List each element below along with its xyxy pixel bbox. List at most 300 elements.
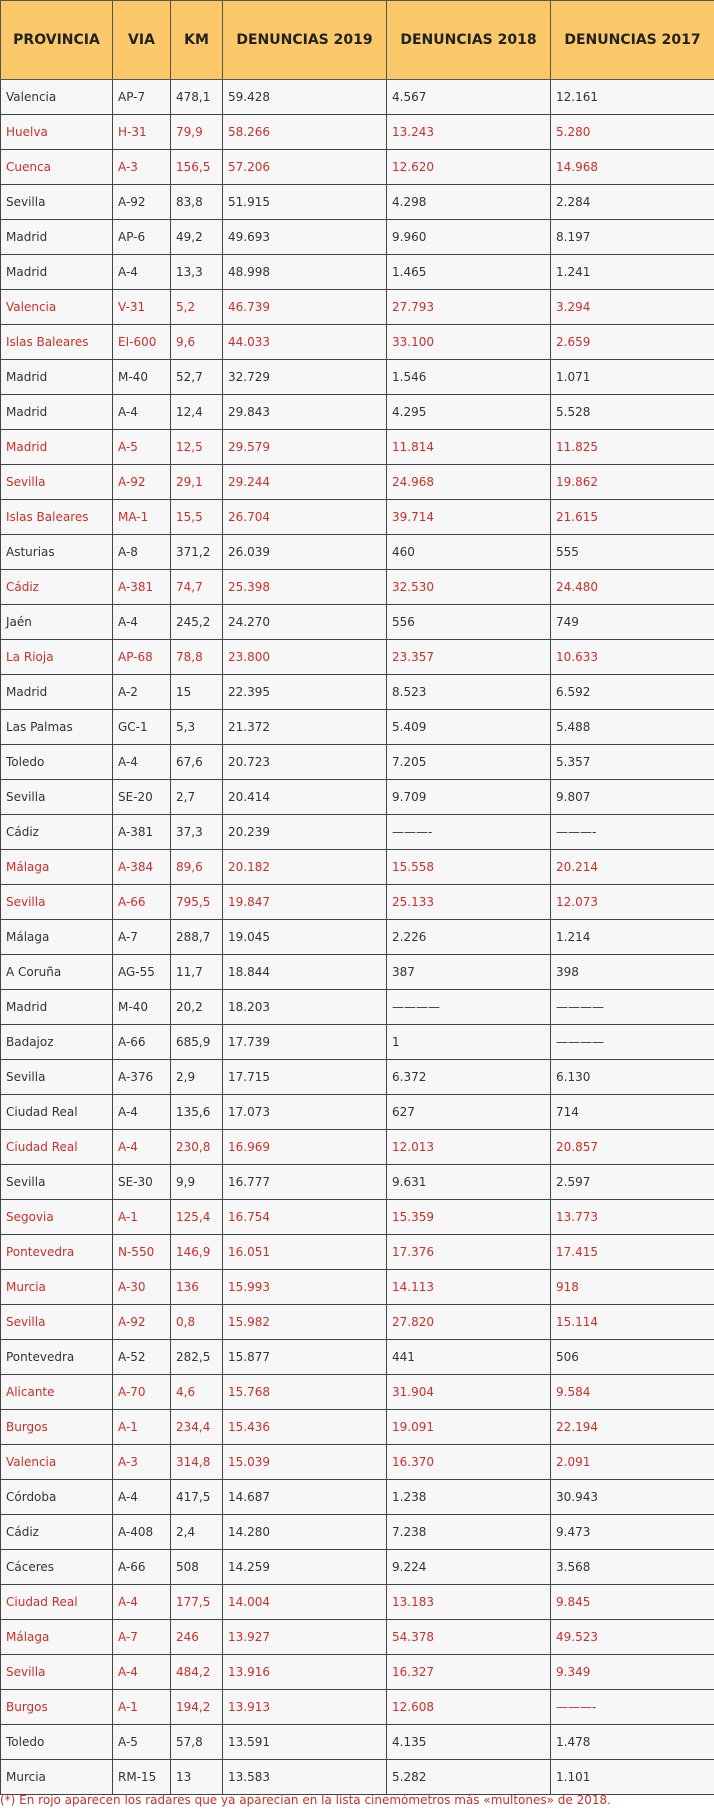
cell-provincia: Cuenca [1,150,113,185]
cell-km: 5,3 [171,710,223,745]
cell-provincia: Málaga [1,850,113,885]
cell-km: 13 [171,1760,223,1795]
cell-denuncias-2017: 9.349 [551,1655,714,1690]
cell-denuncias-2019: 20.239 [223,815,387,850]
cell-km: 9,6 [171,325,223,360]
cell-denuncias-2017: 3.294 [551,290,714,325]
cell-via: A-5 [113,430,171,465]
cell-denuncias-2017: 11.825 [551,430,714,465]
cell-via: AP-6 [113,220,171,255]
cell-km: 13,3 [171,255,223,290]
cell-denuncias-2018: 15.558 [387,850,551,885]
cell-denuncias-2017: 10.633 [551,640,714,675]
cell-via: A-1 [113,1690,171,1725]
cell-denuncias-2018: 14.113 [387,1270,551,1305]
cell-denuncias-2017: 9.473 [551,1515,714,1550]
cell-km: 795,5 [171,885,223,920]
cell-via: A-4 [113,1585,171,1620]
cell-provincia: Alicante [1,1375,113,1410]
cell-denuncias-2017: 6.592 [551,675,714,710]
cell-denuncias-2018: 16.327 [387,1655,551,1690]
cell-denuncias-2019: 57.206 [223,150,387,185]
cell-denuncias-2017: 30.943 [551,1480,714,1515]
cell-via: A-30 [113,1270,171,1305]
cell-denuncias-2017: 9.807 [551,780,714,815]
cell-denuncias-2018: 4.567 [387,80,551,115]
cell-denuncias-2019: 19.045 [223,920,387,955]
cell-via: MA-1 [113,500,171,535]
cell-provincia: Toledo [1,1725,113,1760]
table-row [1,1480,714,1515]
cell-provincia: Sevilla [1,885,113,920]
cell-denuncias-2018: 27.820 [387,1305,551,1340]
cell-via: SE-20 [113,780,171,815]
cell-via: AP-68 [113,640,171,675]
cell-km: 246 [171,1620,223,1655]
cell-via: A-70 [113,1375,171,1410]
cell-denuncias-2019: 16.051 [223,1235,387,1270]
cell-denuncias-2019: 24.270 [223,605,387,640]
cell-via: A-8 [113,535,171,570]
cell-km: 12,4 [171,395,223,430]
header-provincia: PROVINCIA [1,1,113,80]
table-row [1,1165,714,1200]
cell-denuncias-2018: 54.378 [387,1620,551,1655]
cell-denuncias-2018: 32.530 [387,570,551,605]
cell-denuncias-2017: 9.584 [551,1375,714,1410]
cell-denuncias-2019: 51.915 [223,185,387,220]
table-row [1,500,714,535]
table-header-row [1,1,714,80]
cell-via: AP-7 [113,80,171,115]
cell-via: M-40 [113,360,171,395]
table-row [1,1235,714,1270]
table-row [1,570,714,605]
cell-denuncias-2019: 49.693 [223,220,387,255]
table-row [1,1340,714,1375]
footnote: (*) En rojo aparecen los radares que ya aparecían en la lista cinemómetros más «multones» de 2018. [0,1793,611,1807]
cell-denuncias-2019: 16.754 [223,1200,387,1235]
header-denuncias-2017: DENUNCIAS 2017 [551,1,714,80]
cell-km: 146,9 [171,1235,223,1270]
table-row [1,325,714,360]
cell-denuncias-2019: 14.004 [223,1585,387,1620]
cell-provincia: Sevilla [1,1655,113,1690]
table-row [1,395,714,430]
table-row [1,1690,714,1725]
table-row [1,1620,714,1655]
cell-provincia: Segovia [1,1200,113,1235]
cell-via: GC-1 [113,710,171,745]
cell-denuncias-2018: 9.960 [387,220,551,255]
cell-denuncias-2018: 11.814 [387,430,551,465]
cell-provincia: Sevilla [1,1060,113,1095]
cell-via: A-5 [113,1725,171,1760]
table-row [1,1410,714,1445]
cell-km: 83,8 [171,185,223,220]
cell-denuncias-2019: 14.259 [223,1550,387,1585]
cell-denuncias-2018: 39.714 [387,500,551,535]
cell-km: 67,6 [171,745,223,780]
cell-via: V-31 [113,290,171,325]
cell-denuncias-2018: 387 [387,955,551,990]
cell-provincia: Asturias [1,535,113,570]
cell-denuncias-2017: 555 [551,535,714,570]
table-row [1,745,714,780]
cell-via: A-1 [113,1410,171,1445]
cell-provincia: Sevilla [1,465,113,500]
cell-provincia: Ciudad Real [1,1095,113,1130]
table-row [1,920,714,955]
cell-denuncias-2017: 22.194 [551,1410,714,1445]
cell-via: A-3 [113,150,171,185]
cell-denuncias-2018: 627 [387,1095,551,1130]
cell-denuncias-2017: 17.415 [551,1235,714,1270]
cell-via: H-31 [113,115,171,150]
table-row [1,255,714,290]
cell-via: A-1 [113,1200,171,1235]
cell-via: A-4 [113,255,171,290]
cell-denuncias-2018: 1.238 [387,1480,551,1515]
table-row [1,850,714,885]
header-via: VIA [113,1,171,80]
cell-denuncias-2019: 29.244 [223,465,387,500]
table-row [1,80,714,115]
table-row [1,1515,714,1550]
cell-via: A-384 [113,850,171,885]
cell-denuncias-2017: 5.488 [551,710,714,745]
cell-denuncias-2017: 2.284 [551,185,714,220]
cell-via: A-3 [113,1445,171,1480]
cell-denuncias-2017: 1.478 [551,1725,714,1760]
cell-provincia: A Coruña [1,955,113,990]
cell-provincia: Sevilla [1,1165,113,1200]
cell-via: A-4 [113,395,171,430]
cell-provincia: Madrid [1,990,113,1025]
cell-denuncias-2018: 556 [387,605,551,640]
cell-denuncias-2017: 9.845 [551,1585,714,1620]
table-row [1,430,714,465]
cell-denuncias-2019: 21.372 [223,710,387,745]
cell-denuncias-2017: 2.597 [551,1165,714,1200]
cell-km: 136 [171,1270,223,1305]
cell-denuncias-2019: 26.704 [223,500,387,535]
cell-via: A-4 [113,1130,171,1165]
cell-provincia: Sevilla [1,780,113,815]
cell-denuncias-2018: 27.793 [387,290,551,325]
cell-km: 37,3 [171,815,223,850]
cell-denuncias-2019: 23.800 [223,640,387,675]
cell-denuncias-2018: 13.183 [387,1585,551,1620]
cell-km: 49,2 [171,220,223,255]
cell-km: 57,8 [171,1725,223,1760]
cell-km: 417,5 [171,1480,223,1515]
table-row [1,710,714,745]
cell-provincia: Valencia [1,290,113,325]
cell-denuncias-2018: 13.243 [387,115,551,150]
cell-denuncias-2019: 58.266 [223,115,387,150]
table-row [1,780,714,815]
cell-denuncias-2019: 15.982 [223,1305,387,1340]
cell-denuncias-2019: 20.182 [223,850,387,885]
cell-via: SE-30 [113,1165,171,1200]
cell-denuncias-2017: 5.357 [551,745,714,780]
cell-denuncias-2019: 13.583 [223,1760,387,1795]
cell-via: A-4 [113,1095,171,1130]
header-km: KM [171,1,223,80]
cell-denuncias-2017: 2.091 [551,1445,714,1480]
cell-denuncias-2018: 19.091 [387,1410,551,1445]
table-row [1,1270,714,1305]
cell-denuncias-2017: 3.568 [551,1550,714,1585]
cell-denuncias-2018: ———— [387,990,551,1025]
table-row [1,1305,714,1340]
cell-denuncias-2019: 15.039 [223,1445,387,1480]
cell-denuncias-2019: 48.998 [223,255,387,290]
cell-km: 79,9 [171,115,223,150]
cell-denuncias-2017: 20.857 [551,1130,714,1165]
cell-denuncias-2017: 714 [551,1095,714,1130]
cell-provincia: Sevilla [1,185,113,220]
cell-via: A-7 [113,1620,171,1655]
cell-denuncias-2019: 29.843 [223,395,387,430]
cell-via: A-4 [113,745,171,780]
cell-denuncias-2018: 5.409 [387,710,551,745]
cell-denuncias-2018: 441 [387,1340,551,1375]
cell-denuncias-2018: 460 [387,535,551,570]
table-row [1,535,714,570]
cell-denuncias-2018: 6.372 [387,1060,551,1095]
cell-denuncias-2018: 4.298 [387,185,551,220]
cell-denuncias-2018: 17.376 [387,1235,551,1270]
cell-denuncias-2018: 31.904 [387,1375,551,1410]
cell-provincia: Pontevedra [1,1235,113,1270]
cell-denuncias-2017: 24.480 [551,570,714,605]
cell-via: A-381 [113,815,171,850]
table-row [1,1655,714,1690]
cell-provincia: Huelva [1,115,113,150]
cell-denuncias-2017: 1.101 [551,1760,714,1795]
cell-denuncias-2018: 4.135 [387,1725,551,1760]
cell-via: A-7 [113,920,171,955]
cell-km: 15,5 [171,500,223,535]
table-row [1,290,714,325]
cell-denuncias-2018: 4.295 [387,395,551,430]
cell-denuncias-2017: 12.073 [551,885,714,920]
cell-provincia: Islas Baleares [1,500,113,535]
cell-via: A-52 [113,1340,171,1375]
cell-km: 685,9 [171,1025,223,1060]
table-row [1,1025,714,1060]
cell-provincia: Islas Baleares [1,325,113,360]
cell-provincia: Madrid [1,255,113,290]
cell-denuncias-2019: 15.436 [223,1410,387,1445]
table-row [1,885,714,920]
cell-provincia: Madrid [1,675,113,710]
cell-provincia: Valencia [1,1445,113,1480]
table-row [1,640,714,675]
cell-provincia: Toledo [1,745,113,780]
cell-provincia: Málaga [1,1620,113,1655]
cell-via: A-408 [113,1515,171,1550]
cell-denuncias-2018: 7.238 [387,1515,551,1550]
cell-km: 9,9 [171,1165,223,1200]
table-row [1,605,714,640]
cell-via: A-66 [113,1025,171,1060]
cell-denuncias-2017: 1.071 [551,360,714,395]
cell-denuncias-2018: 9.631 [387,1165,551,1200]
cell-via: A-376 [113,1060,171,1095]
cell-denuncias-2017: ———— [551,990,714,1025]
cell-denuncias-2018: 16.370 [387,1445,551,1480]
cell-via: A-92 [113,185,171,220]
cell-km: 135,6 [171,1095,223,1130]
cell-denuncias-2018: 25.133 [387,885,551,920]
cell-provincia: Madrid [1,430,113,465]
cell-via: A-66 [113,885,171,920]
cell-denuncias-2018: 9.224 [387,1550,551,1585]
cell-provincia: Sevilla [1,1305,113,1340]
cell-denuncias-2017: 49.523 [551,1620,714,1655]
header-denuncias-2019: DENUNCIAS 2019 [223,1,387,80]
cell-denuncias-2019: 18.844 [223,955,387,990]
cell-km: 508 [171,1550,223,1585]
cell-denuncias-2019: 17.073 [223,1095,387,1130]
cell-denuncias-2019: 19.847 [223,885,387,920]
cell-denuncias-2019: 15.877 [223,1340,387,1375]
cell-denuncias-2018: 12.620 [387,150,551,185]
cell-km: 177,5 [171,1585,223,1620]
cell-provincia: Murcia [1,1270,113,1305]
cell-km: 282,5 [171,1340,223,1375]
cell-denuncias-2019: 16.969 [223,1130,387,1165]
cell-denuncias-2018: 9.709 [387,780,551,815]
cell-denuncias-2017: 6.130 [551,1060,714,1095]
cell-provincia: La Rioja [1,640,113,675]
cell-provincia: Córdoba [1,1480,113,1515]
cell-denuncias-2019: 44.033 [223,325,387,360]
cell-denuncias-2018: 12.013 [387,1130,551,1165]
cell-provincia: Jaén [1,605,113,640]
cell-denuncias-2017: 918 [551,1270,714,1305]
cell-denuncias-2019: 14.280 [223,1515,387,1550]
cell-km: 230,8 [171,1130,223,1165]
cell-denuncias-2017: ———— [551,1025,714,1060]
cell-km: 2,9 [171,1060,223,1095]
cell-km: 245,2 [171,605,223,640]
cell-provincia: Valencia [1,80,113,115]
cell-via: A-4 [113,1480,171,1515]
table-row [1,1095,714,1130]
table-row [1,150,714,185]
cell-provincia: Las Palmas [1,710,113,745]
cell-km: 156,5 [171,150,223,185]
cell-via: M-40 [113,990,171,1025]
cell-provincia: Ciudad Real [1,1585,113,1620]
cell-denuncias-2018: 1.465 [387,255,551,290]
table-row [1,990,714,1025]
cell-denuncias-2019: 13.591 [223,1725,387,1760]
cell-provincia: Burgos [1,1690,113,1725]
cell-denuncias-2018: 23.357 [387,640,551,675]
cell-denuncias-2018: 5.282 [387,1760,551,1795]
cell-denuncias-2017: 506 [551,1340,714,1375]
table-row [1,955,714,990]
table-row [1,815,714,850]
table-body [1,80,714,1795]
cell-km: 234,4 [171,1410,223,1445]
cell-km: 89,6 [171,850,223,885]
cell-km: 4,6 [171,1375,223,1410]
cell-via: A-2 [113,675,171,710]
cell-denuncias-2017: ———- [551,815,714,850]
cell-denuncias-2019: 20.414 [223,780,387,815]
cell-denuncias-2019: 29.579 [223,430,387,465]
cell-km: 125,4 [171,1200,223,1235]
cell-denuncias-2019: 59.428 [223,80,387,115]
cell-denuncias-2019: 22.395 [223,675,387,710]
cell-denuncias-2017: 20.214 [551,850,714,885]
cell-denuncias-2017: 749 [551,605,714,640]
cell-provincia: Cádiz [1,570,113,605]
cell-km: 11,7 [171,955,223,990]
cell-via: A-92 [113,1305,171,1340]
cell-denuncias-2017: 19.862 [551,465,714,500]
cell-via: N-550 [113,1235,171,1270]
cell-provincia: Málaga [1,920,113,955]
table-row [1,1725,714,1760]
table-row [1,360,714,395]
cell-provincia: Madrid [1,220,113,255]
cell-denuncias-2017: 398 [551,955,714,990]
cell-km: 0,8 [171,1305,223,1340]
cell-via: A-66 [113,1550,171,1585]
cell-via: A-4 [113,605,171,640]
cell-km: 5,2 [171,290,223,325]
cell-denuncias-2018: 2.226 [387,920,551,955]
cell-km: 194,2 [171,1690,223,1725]
cell-km: 288,7 [171,920,223,955]
cell-denuncias-2017: 2.659 [551,325,714,360]
cell-denuncias-2019: 15.993 [223,1270,387,1305]
cell-denuncias-2017: ———- [551,1690,714,1725]
cell-denuncias-2019: 17.739 [223,1025,387,1060]
cell-km: 478,1 [171,80,223,115]
cell-km: 12,5 [171,430,223,465]
cell-via: EI-600 [113,325,171,360]
cell-km: 314,8 [171,1445,223,1480]
cell-provincia: Madrid [1,395,113,430]
cell-provincia: Cádiz [1,1515,113,1550]
cell-denuncias-2019: 26.039 [223,535,387,570]
cell-provincia: Madrid [1,360,113,395]
cell-denuncias-2017: 14.968 [551,150,714,185]
cell-denuncias-2019: 20.723 [223,745,387,780]
cell-denuncias-2019: 25.398 [223,570,387,605]
cell-denuncias-2019: 46.739 [223,290,387,325]
table-row [1,1200,714,1235]
cell-km: 2,7 [171,780,223,815]
cell-denuncias-2017: 5.280 [551,115,714,150]
cell-provincia: Burgos [1,1410,113,1445]
cell-denuncias-2019: 18.203 [223,990,387,1025]
cell-via: RM-15 [113,1760,171,1795]
cell-provincia: Pontevedra [1,1340,113,1375]
cell-km: 15 [171,675,223,710]
cell-km: 371,2 [171,535,223,570]
cell-denuncias-2019: 17.715 [223,1060,387,1095]
table-row [1,1585,714,1620]
